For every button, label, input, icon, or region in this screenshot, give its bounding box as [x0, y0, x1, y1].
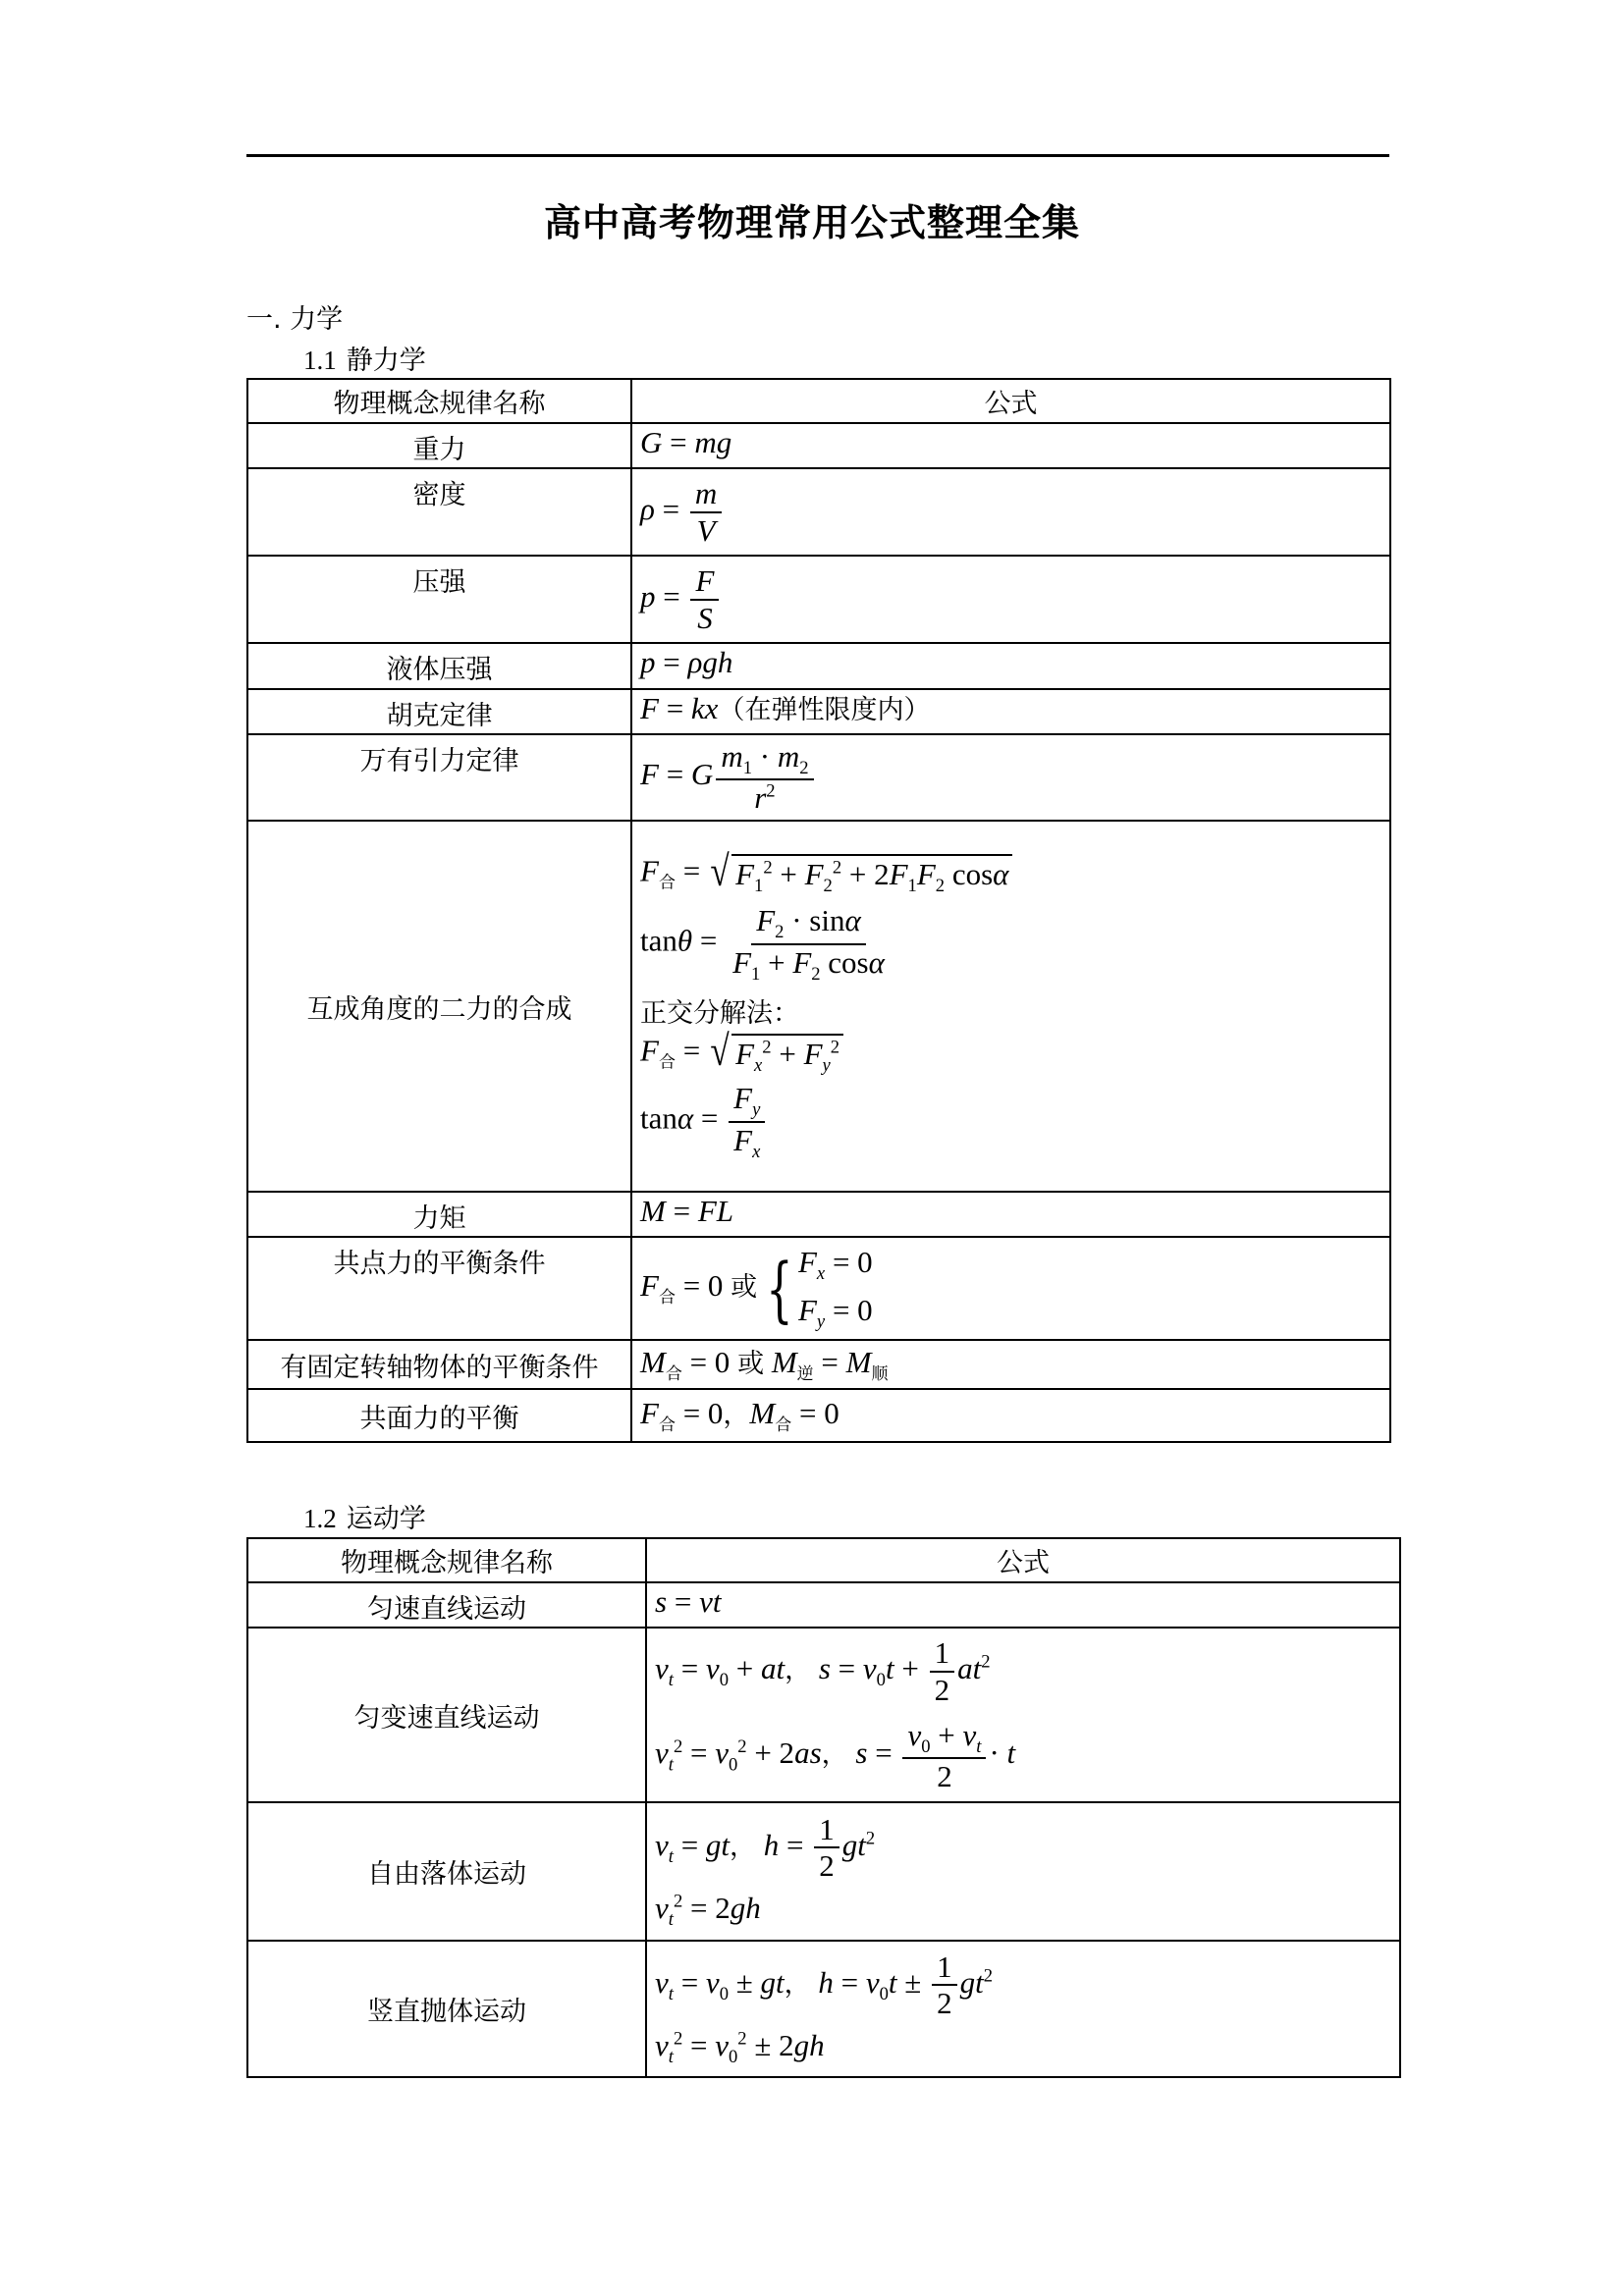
row-name-gravity: 重力: [247, 423, 631, 468]
formula-gravity: G = mg: [631, 423, 1390, 468]
formula-density: ρ = $\frac{m}{V}$: [631, 468, 1390, 556]
column-header-name: 物理概念规律名称: [247, 1538, 646, 1582]
table-row: [247, 643, 1390, 689]
row-name-concurrent-equilibrium: 共点力的平衡条件: [247, 1237, 631, 1340]
subsection-title: 静力学: [346, 346, 426, 376]
table-row: [247, 689, 1390, 734]
formula-vertical-throw: $v_t = v_0$ ± gt， $h = v_0t$ ± $\frac{1}{2}$ $gt^2$ $v_t^2 = v_0^2 \pm 2gh$: [646, 1941, 1400, 2077]
header-rule: [246, 154, 1389, 157]
row-name-uniform-motion: 匀速直线运动: [247, 1582, 646, 1628]
row-name-pressure: 压强: [247, 556, 631, 643]
table-row: [247, 1340, 1390, 1389]
formula-hooke: F = kx（在弹性限度内）: [631, 689, 1390, 734]
table-row: [247, 1389, 1390, 1442]
row-name-uniform-accel: 匀变速直线运动: [247, 1628, 646, 1802]
subsection-heading-statics: [303, 339, 426, 377]
formula-composition: $F_合$ = √ $F_1^2 + F_2^2 + 2F_1F_2$ cosα tanθ = $\frac{F_2 \cdot \sin\alpha}{F_1 + F_2 \cos\alpha}$ 正交分解法： $F_合$ = √ $F_x^2 + F_y^2$ tanα = $\frac{F_y}{F_x}$: [631, 821, 1390, 1192]
formula-uniform-motion: s = vt: [646, 1582, 1400, 1628]
formula-coplanar-equilibrium: $F_合 = 0$，$M_合 = 0$: [631, 1389, 1390, 1442]
table-row: [247, 1582, 1400, 1628]
column-header-name: 物理概念规律名称: [247, 379, 631, 423]
row-name-hooke: 胡克定律: [247, 689, 631, 734]
formula-concurrent-equilibrium: $F_合 = 0$ 或 { $F_x = 0$ $F_y = 0$: [631, 1237, 1390, 1340]
formula-torque: M = FL: [631, 1192, 1390, 1237]
column-header-formula: 公式: [646, 1538, 1400, 1582]
table-row: [247, 1628, 1400, 1802]
subsection-heading-kinematics: [303, 1497, 426, 1535]
orthogonal-label: 正交分解法：: [640, 997, 799, 1029]
column-header-formula: 公式: [631, 379, 1390, 423]
row-name-torque: 力矩: [247, 1192, 631, 1237]
subsection-number: 1.2: [303, 1504, 337, 1533]
table-row: [247, 423, 1390, 468]
formula-liquid-pressure: p = ρgh: [631, 643, 1390, 689]
hooke-note: （在弹性限度内）: [718, 695, 931, 725]
subsection-number: 1.1: [303, 346, 337, 375]
table-row: [247, 1237, 1390, 1340]
formula-axis-equilibrium: $M_合 = 0$ 或 $M_逆 = M_顺$: [631, 1340, 1390, 1389]
table-row: [247, 556, 1390, 643]
row-name-free-fall: 自由落体运动: [247, 1802, 646, 1941]
table-row: [247, 821, 1390, 1192]
table-row: [247, 1802, 1400, 1941]
formula-universal-gravitation: F = G $\frac{m_1 \cdot m_2}{r^2}$: [631, 734, 1390, 821]
row-name-liquid-pressure: 液体压强: [247, 643, 631, 689]
row-name-composition: 互成角度的二力的合成: [247, 821, 631, 1192]
table-header-row: [247, 1538, 1400, 1582]
formula-free-fall: $v_t$ = gt， h = $\frac{1}{2}$ $gt^2$ $v_t^2 = 2gh$: [646, 1802, 1400, 1941]
table-row: [247, 734, 1390, 821]
formula-uniform-accel: $v_t = v_0$ + at， $s = v_0t$ + $\frac{1}{2}$ $at^2$ $v_t^2 = v_0^2 + 2as$， s = $\frac{v_0 + v_t}{2}$ · t: [646, 1628, 1400, 1802]
row-name-coplanar-equilibrium: 共面力的平衡: [247, 1389, 631, 1442]
page-title: 高中高考物理常用公式整理全集: [543, 201, 1080, 244]
kinematics-table: [246, 1537, 1401, 2078]
row-name-density: 密度: [247, 468, 631, 556]
statics-table: [246, 378, 1391, 1443]
table-row: [247, 1192, 1390, 1237]
subsection-title: 运动学: [346, 1504, 426, 1534]
row-name-universal-gravitation: 万有引力定律: [247, 734, 631, 821]
table-row: [247, 1941, 1400, 2077]
table-row: [247, 468, 1390, 556]
section-heading-mechanics: 一. 力学: [246, 304, 344, 335]
table-header-row: [247, 379, 1390, 423]
row-name-axis-equilibrium: 有固定转轴物体的平衡条件: [247, 1340, 631, 1389]
row-name-vertical-throw: 竖直抛体运动: [247, 1941, 646, 2077]
formula-pressure: p = $\frac{F}{S}$: [631, 556, 1390, 643]
